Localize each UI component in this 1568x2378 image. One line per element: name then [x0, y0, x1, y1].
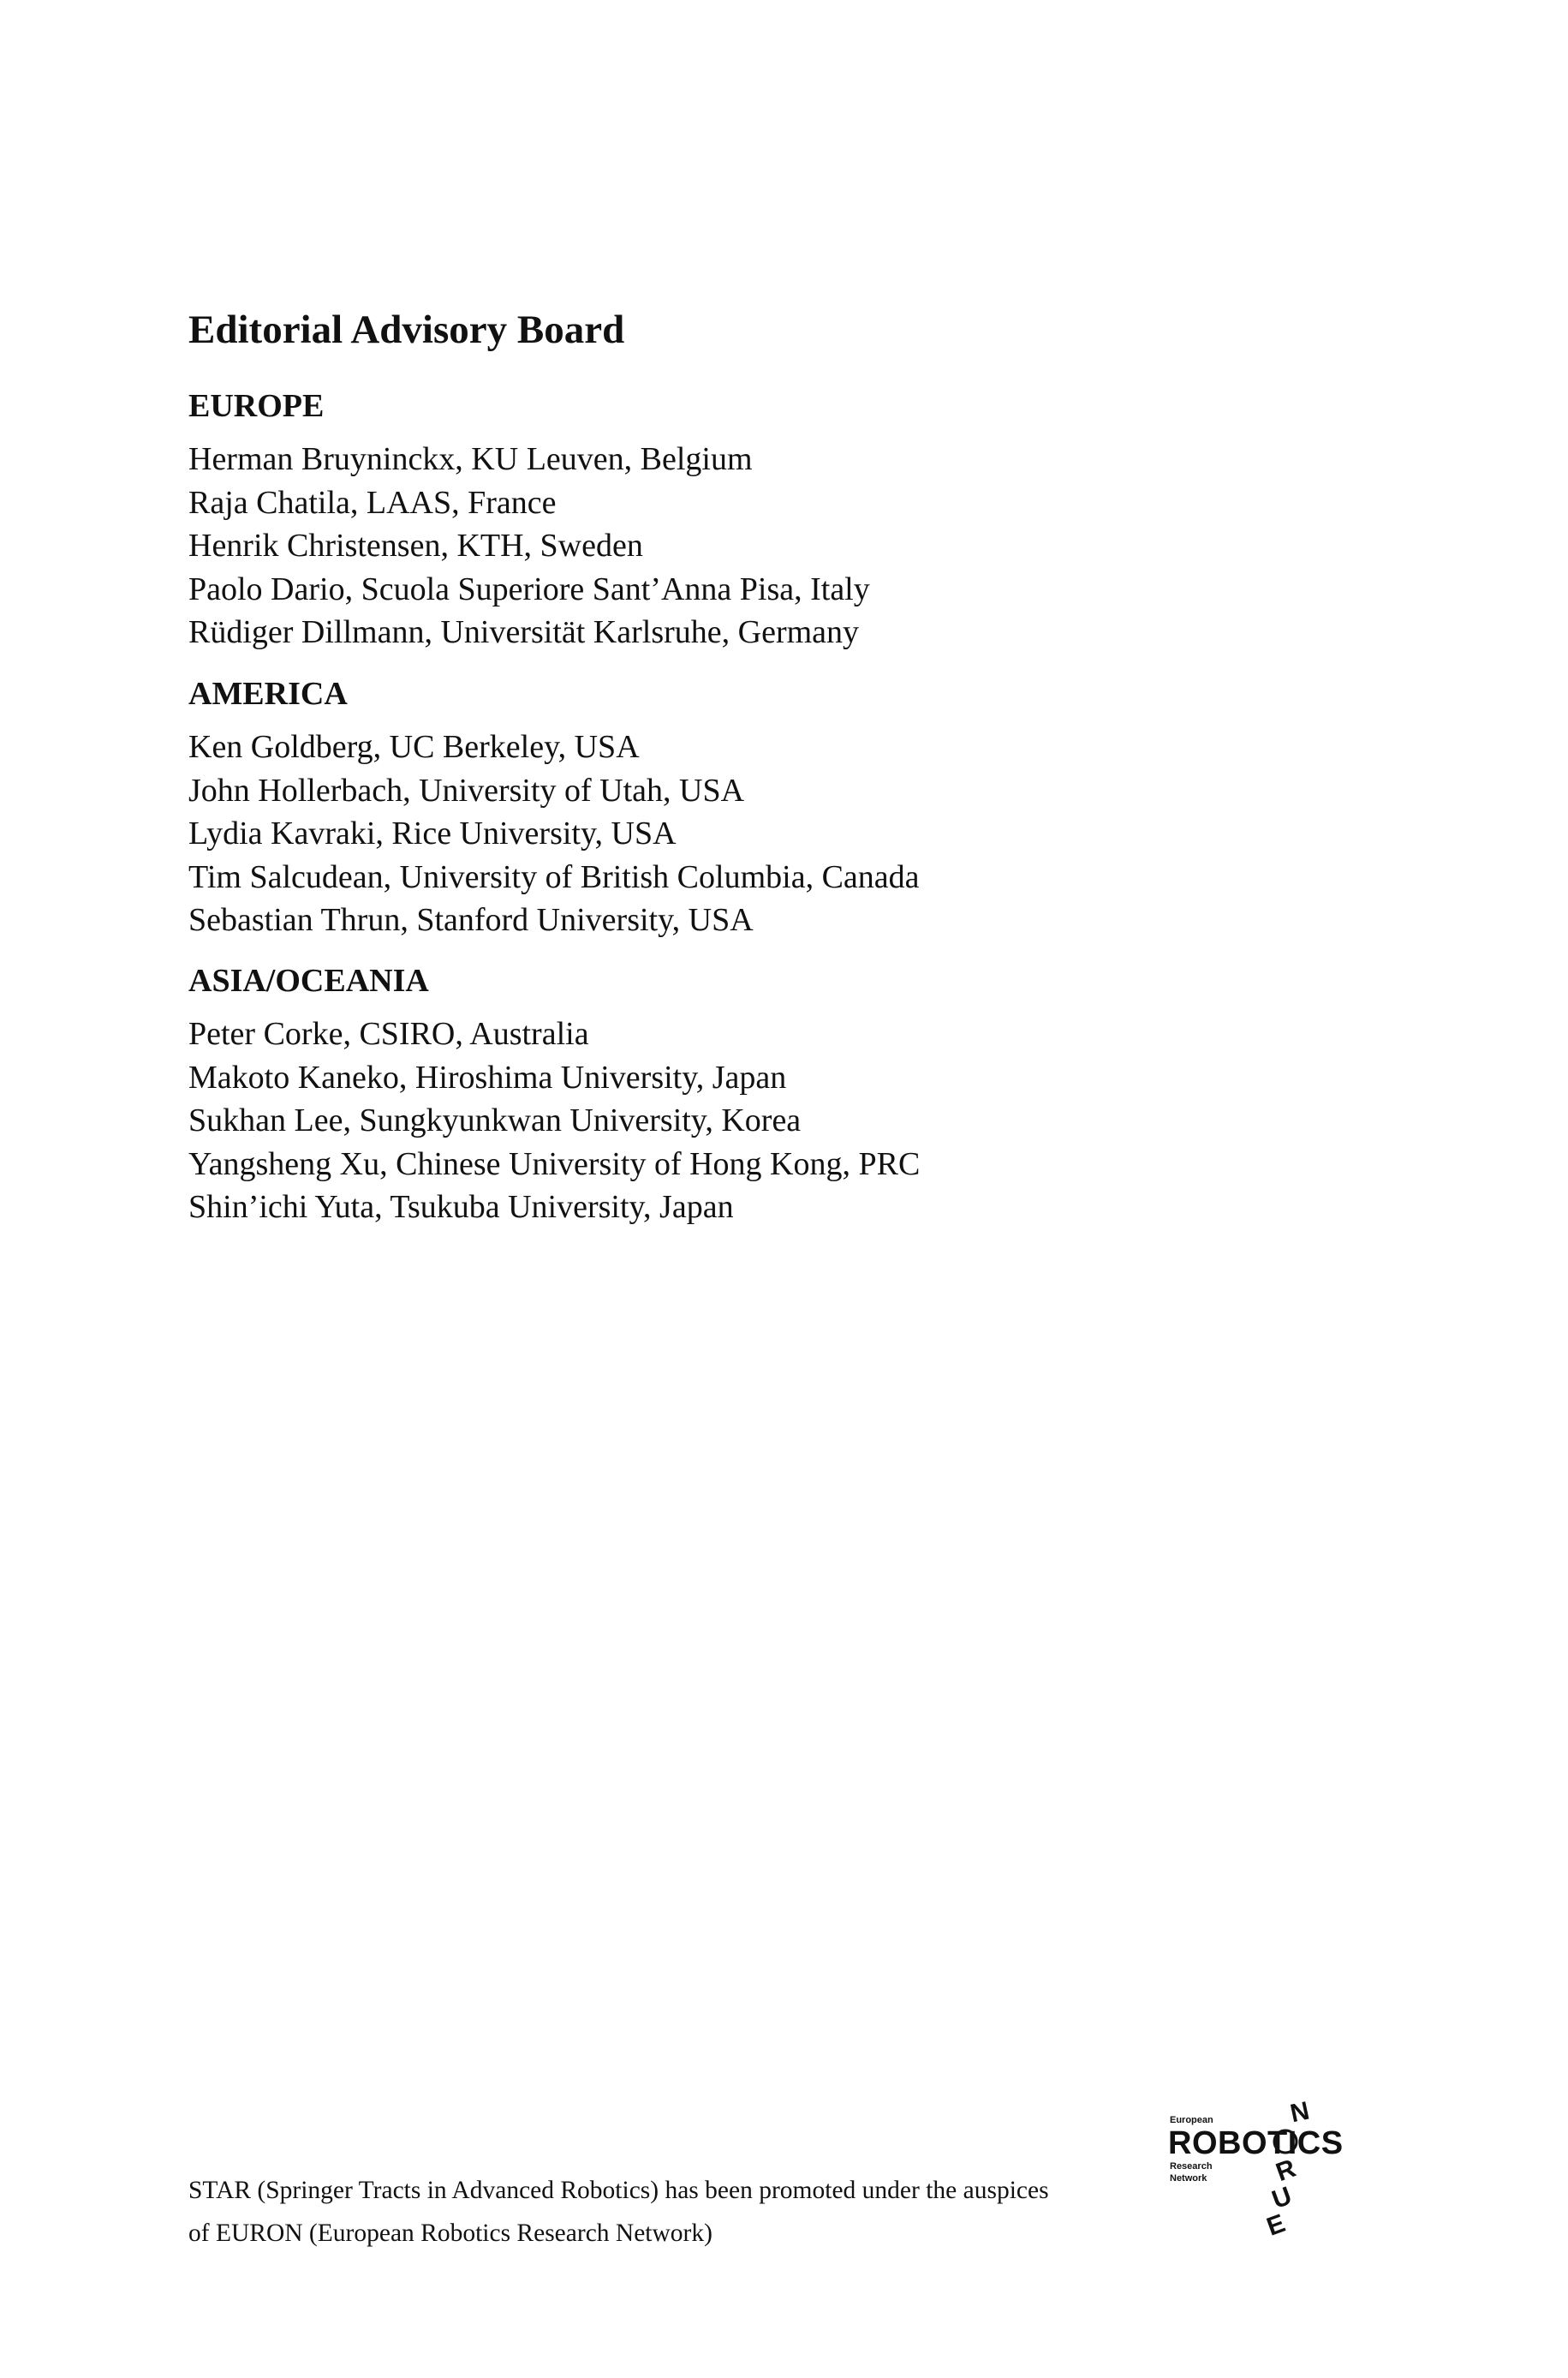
member-item: Yangsheng Xu, Chinese University of Hong Kong, PRC [188, 1145, 921, 1182]
member-list [188, 1013, 1387, 1229]
member-item: Lydia Kavraki, Rice University, USA [188, 816, 677, 851]
logo-network-label: Network [1170, 2173, 1207, 2184]
logo-research-label: Research [1170, 2161, 1213, 2172]
member-item: Tim Salcudean, University of British Columbia, Canada [188, 858, 920, 895]
member-item: Rüdiger Dillmann, Universität Karlsruhe, Germany [188, 614, 860, 650]
member-list [188, 726, 1387, 942]
footer-note [188, 2169, 1165, 2255]
member-item: Paolo Dario, Scuola Superiore Sant’Anna Pisa, Italy [188, 571, 870, 607]
region-heading: EUROPE [188, 388, 325, 424]
logo-robotics-wordmark: ROBOTICS [1168, 2125, 1344, 2161]
member-item: Peter Corke, CSIRO, Australia [188, 1016, 589, 1052]
member-list [188, 438, 1387, 654]
member-item: Herman Bruyninckx, KU Leuven, Belgium [188, 441, 753, 477]
page-title: Editorial Advisory Board [188, 308, 625, 352]
region-heading: AMERICA [188, 676, 348, 712]
member-item: Sebastian Thrun, Stanford University, USA [188, 902, 754, 938]
member-item: Makoto Kaneko, Hiroshima University, Japan [188, 1059, 787, 1096]
footer-line: STAR (Springer Tracts in Advanced Robotics) has been promoted under the auspices [188, 2177, 1049, 2204]
logo-european-label: European [1170, 2115, 1213, 2125]
region-europe [188, 390, 1387, 654]
member-item: Shin’ichi Yuta, Tsukuba University, Japan [188, 1189, 734, 1225]
region-america [188, 678, 1387, 942]
member-item: Raja Chatila, LAAS, France [188, 484, 557, 521]
footer-line: of EURON (European Robotics Research Network) [188, 2220, 712, 2247]
member-item: Sukhan Lee, Sungkyunkwan University, Korea [188, 1102, 802, 1138]
region-heading: ASIA/OCEANIA [188, 963, 429, 999]
svg-text:N: N [1287, 2096, 1312, 2129]
member-item: Ken Goldberg, UC Berkeley, USA [188, 729, 640, 765]
euron-logo-icon [1165, 2090, 1379, 2244]
svg-text:U: U [1268, 2181, 1296, 2215]
member-item: John Hollerbach, University of Utah, USA [188, 772, 745, 809]
region-asia-oceania [188, 965, 1387, 1229]
member-item: Henrik Christensen, KTH, Sweden [188, 528, 643, 564]
svg-text:E: E [1263, 2208, 1290, 2242]
svg-text:R: R [1272, 2154, 1300, 2188]
